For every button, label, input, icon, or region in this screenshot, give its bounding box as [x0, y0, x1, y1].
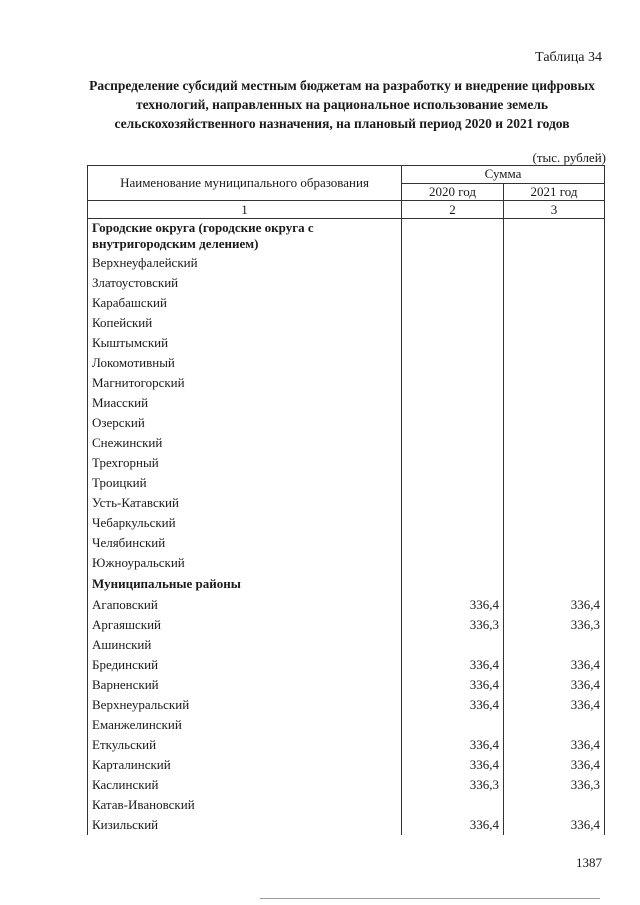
- value-2020-cell: [402, 433, 504, 453]
- table-group-row: [88, 573, 605, 595]
- value-2020-cell: [402, 373, 504, 393]
- value-2021-cell: [504, 373, 605, 393]
- municipality-cell: Миасский: [88, 393, 402, 413]
- value-2021-cell: [504, 219, 605, 254]
- value-2021-cell: [504, 433, 605, 453]
- value-2021-cell: 336,4: [504, 695, 605, 715]
- value-2021-cell: [504, 253, 605, 273]
- value-2021-cell: 336,4: [504, 735, 605, 755]
- table-row: [88, 775, 605, 795]
- table-row: [88, 413, 605, 433]
- value-2021-cell: 336,4: [504, 675, 605, 695]
- table-row: [88, 533, 605, 553]
- header-sum: Сумма: [402, 166, 605, 184]
- value-2020-cell: [402, 313, 504, 333]
- value-2020-cell: [402, 513, 504, 533]
- municipality-cell: Снежинский: [88, 433, 402, 453]
- table-row: [88, 313, 605, 333]
- municipality-cell: Еманжелинский: [88, 715, 402, 735]
- municipality-cell: Агаповский: [88, 595, 402, 615]
- table-row: [88, 715, 605, 735]
- table-number: Таблица 34: [535, 50, 602, 65]
- header-year-2021: 2021 год: [504, 183, 605, 201]
- table-row: [88, 453, 605, 473]
- value-2021-cell: [504, 715, 605, 735]
- value-2020-cell: [402, 393, 504, 413]
- municipality-cell: Верхнеуфалейский: [88, 253, 402, 273]
- municipality-cell: Троицкий: [88, 473, 402, 493]
- value-2021-cell: [504, 573, 605, 595]
- municipality-cell: Муниципальные районы: [88, 573, 402, 595]
- value-2020-cell: 336,4: [402, 595, 504, 615]
- municipality-cell: Златоустовский: [88, 273, 402, 293]
- value-2020-cell: [402, 353, 504, 373]
- table-row: [88, 513, 605, 533]
- value-2021-cell: [504, 413, 605, 433]
- value-2020-cell: 336,4: [402, 695, 504, 715]
- value-2021-cell: [504, 353, 605, 373]
- value-2020-cell: [402, 413, 504, 433]
- subsidy-table: [87, 165, 605, 835]
- column-numbers-row: [88, 201, 605, 219]
- municipality-cell: Ашинский: [88, 635, 402, 655]
- value-2020-cell: [402, 219, 504, 254]
- value-2020-cell: [402, 635, 504, 655]
- municipality-cell: Чебаркульский: [88, 513, 402, 533]
- table-row: [88, 373, 605, 393]
- value-2021-cell: [504, 293, 605, 313]
- value-2021-cell: [504, 473, 605, 493]
- value-2021-cell: 336,4: [504, 815, 605, 835]
- value-2020-cell: [402, 493, 504, 513]
- value-2021-cell: [504, 513, 605, 533]
- value-2020-cell: [402, 533, 504, 553]
- value-2020-cell: [402, 715, 504, 735]
- table-row: [88, 795, 605, 815]
- value-2021-cell: 336,4: [504, 755, 605, 775]
- table-row: [88, 393, 605, 413]
- document-title: Распределение субсидий местным бюджетам на разработку и внедрение цифровых технологий, направленных на рациональное использование земель сельскохозяйственного назначения, на плановый период 2020 и 2021 годов: [89, 78, 595, 131]
- value-2020-cell: [402, 273, 504, 293]
- municipality-cell: Аргаяшский: [88, 615, 402, 635]
- column-number: 1: [88, 201, 402, 219]
- value-2020-cell: [402, 553, 504, 573]
- municipality-cell: Челябинский: [88, 533, 402, 553]
- municipality-cell: Варненский: [88, 675, 402, 695]
- page-number: 1387: [576, 855, 602, 870]
- table-row: [88, 755, 605, 775]
- table-row: [88, 253, 605, 273]
- value-2021-cell: [504, 393, 605, 413]
- table-row: [88, 473, 605, 493]
- municipality-cell: Каслинский: [88, 775, 402, 795]
- municipality-cell: Катав-Ивановский: [88, 795, 402, 815]
- table-body: [88, 201, 605, 836]
- municipality-cell: Кыштымский: [88, 333, 402, 353]
- table-row: [88, 695, 605, 715]
- value-2020-cell: 336,4: [402, 735, 504, 755]
- value-2020-cell: [402, 333, 504, 353]
- table-row: [88, 433, 605, 453]
- header-municipality: Наименование муниципального образования: [88, 166, 402, 201]
- value-2021-cell: [504, 635, 605, 655]
- value-2021-cell: [504, 453, 605, 473]
- municipality-cell: Кизильский: [88, 815, 402, 835]
- table-row: [88, 353, 605, 373]
- municipality-cell: Городские округа (городские округа с внутригородским делением): [88, 219, 402, 254]
- value-2021-cell: [504, 273, 605, 293]
- value-2020-cell: [402, 573, 504, 595]
- municipality-cell: Копейский: [88, 313, 402, 333]
- municipality-cell: Карталинский: [88, 755, 402, 775]
- municipality-cell: Озерский: [88, 413, 402, 433]
- table-row: [88, 675, 605, 695]
- value-2021-cell: [504, 553, 605, 573]
- municipality-cell: Карабашский: [88, 293, 402, 313]
- footer-divider: [260, 898, 600, 899]
- value-2021-cell: 336,4: [504, 595, 605, 615]
- value-2020-cell: 336,3: [402, 775, 504, 795]
- municipality-cell: Трехгорный: [88, 453, 402, 473]
- value-2020-cell: [402, 293, 504, 313]
- table-row: [88, 655, 605, 675]
- table-row: [88, 493, 605, 513]
- table-row: [88, 735, 605, 755]
- value-2020-cell: 336,4: [402, 675, 504, 695]
- table-row: [88, 595, 605, 615]
- municipality-cell: Локомотивный: [88, 353, 402, 373]
- table-row: [88, 635, 605, 655]
- table-row: [88, 273, 605, 293]
- value-2020-cell: 336,3: [402, 615, 504, 635]
- value-2021-cell: [504, 493, 605, 513]
- value-2021-cell: 336,3: [504, 615, 605, 635]
- municipality-cell: Верхнеуральский: [88, 695, 402, 715]
- value-2020-cell: [402, 253, 504, 273]
- value-2020-cell: 336,4: [402, 655, 504, 675]
- header-year-2020: 2020 год: [402, 183, 504, 201]
- value-2021-cell: 336,4: [504, 655, 605, 675]
- value-2021-cell: [504, 795, 605, 815]
- value-2020-cell: [402, 453, 504, 473]
- value-2020-cell: 336,4: [402, 815, 504, 835]
- value-2021-cell: [504, 333, 605, 353]
- table-row: [88, 553, 605, 573]
- value-2020-cell: 336,4: [402, 755, 504, 775]
- units-label: (тыс. рублей): [532, 150, 606, 165]
- value-2020-cell: [402, 473, 504, 493]
- value-2020-cell: [402, 795, 504, 815]
- municipality-cell: Усть-Катавский: [88, 493, 402, 513]
- value-2021-cell: [504, 533, 605, 553]
- table-row: [88, 615, 605, 635]
- table-row: [88, 333, 605, 353]
- table-group-row: [88, 219, 605, 254]
- column-number: 3: [504, 201, 605, 219]
- table-row: [88, 293, 605, 313]
- municipality-cell: Брединский: [88, 655, 402, 675]
- value-2021-cell: 336,3: [504, 775, 605, 795]
- municipality-cell: Южноуральский: [88, 553, 402, 573]
- column-number: 2: [402, 201, 504, 219]
- municipality-cell: Магнитогорский: [88, 373, 402, 393]
- value-2021-cell: [504, 313, 605, 333]
- municipality-cell: Еткульский: [88, 735, 402, 755]
- table-row: [88, 815, 605, 835]
